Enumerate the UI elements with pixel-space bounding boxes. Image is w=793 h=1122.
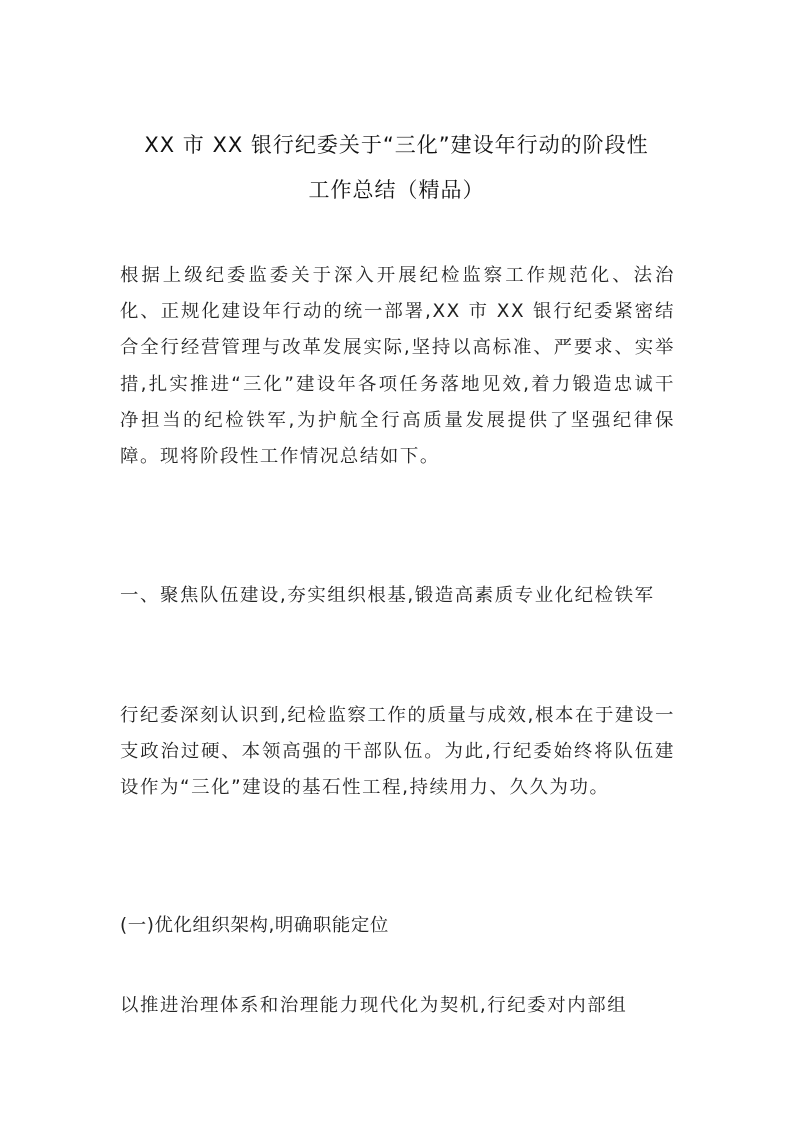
intro-paragraph: 根据上级纪委监委关于深入开展纪检监察工作规范化、法治化、正规化建设年行动的统一部署,XX 市 XX 银行纪委紧密结合全行经营管理与改革发展实际,坚持以高标准、严要求、实举措,扎实推进“三化”建设年各项任务落地见效,着力锻造忠诚干净担当的纪检铁军,为护航全行高质量发展提供了坚强纪律保障。现将阶段性工作情况总结如下。 <box>120 265 675 468</box>
document-title-line-1: XX 市 XX 银行纪委关于“三化”建设年行动的阶段性 <box>144 133 649 157</box>
section-heading-1: 一、聚焦队伍建设,夯实组织根基,锻造高素质专业化纪检铁军 <box>120 585 655 606</box>
document-title-line-2: 工作总结（精品） <box>308 178 485 202</box>
subsection-heading-1: (一)优化组织架构,明确职能定位 <box>120 915 389 936</box>
section-1-paragraph: 行纪委深刻认识到,纪检监察工作的质量与成效,根本在于建设一支政治过硬、本领高强的干部队伍。为此,行纪委始终将队伍建设作为“三化”建设的基石性工程,持续用力、久久为功。 <box>120 705 675 799</box>
subsection-1-paragraph: 以推进治理体系和治理能力现代化为契机,行纪委对内部组 <box>120 995 628 1016</box>
